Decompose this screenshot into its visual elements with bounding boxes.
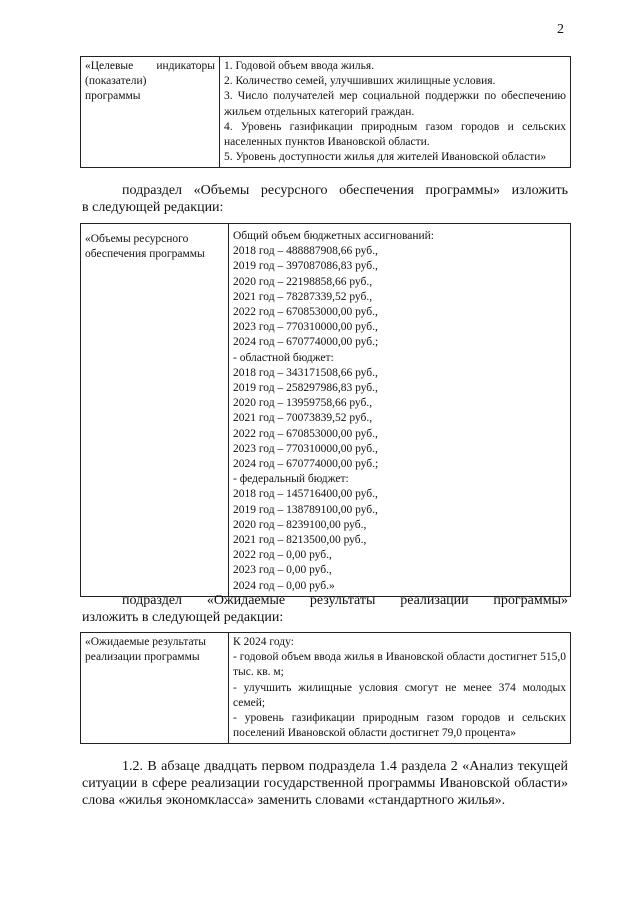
results-table xyxy=(80,632,571,744)
indicator-item: 3. Число получателей мер социальной поддержки по обеспечению жильем отдельных категорий граждан. xyxy=(224,90,566,118)
resources-label-line: обеспечения программы xyxy=(85,248,205,261)
indicators-table xyxy=(80,56,571,168)
budget-line: 2023 год – 770310000,00 руб., xyxy=(233,321,378,334)
budget-line: Общий объем бюджетных ассигнований: xyxy=(233,230,434,242)
budget-line: 2021 год – 8213500,00 руб., xyxy=(233,534,367,547)
results-label-line: реализации программы xyxy=(85,651,200,664)
budget-line: 2020 год – 8239100,00 руб., xyxy=(233,518,367,531)
budget-line: 2019 год – 258297986,83 руб., xyxy=(233,382,378,395)
resources-label-cell xyxy=(81,224,229,597)
paragraph-line: в следующей редакции: xyxy=(82,200,224,215)
amendment-paragraph xyxy=(82,758,568,809)
page-number: 2 xyxy=(557,22,564,37)
indicators-label-line: (показатели) xyxy=(85,75,147,88)
resources-label-line: «Объемы ресурсного xyxy=(85,233,189,245)
indicator-item: 4. Уровень газификации природным газом городов и сельских населенных пунктов Ивановской области. xyxy=(224,120,566,149)
indicators-label-line: программы xyxy=(85,90,141,103)
result-item: - улучшить жилищные условия смогут не менее 374 молодых семей; xyxy=(233,681,566,709)
results-label-cell xyxy=(81,633,229,744)
result-item: - уровень газификации природным газом городов и сельских поселений Ивановской области достигнет 79,0 процента» xyxy=(233,712,566,740)
budget-line: - федеральный бюджет: xyxy=(233,473,349,486)
budget-line: - областной бюджет: xyxy=(233,351,334,364)
results-content-cell xyxy=(229,633,571,744)
indicators-content-cell xyxy=(220,57,571,168)
result-item: К 2024 году: xyxy=(233,636,294,648)
budget-line: 2018 год – 343171508,66 руб., xyxy=(233,366,378,379)
indicators-label-cell xyxy=(81,57,220,168)
budget-line: 2022 год – 670853000,00 руб., xyxy=(233,306,378,319)
budget-line: 2023 год – 0,00 руб., xyxy=(233,564,332,577)
indicator-item: 2. Количество семей, улучшивших жилищные условия. xyxy=(224,75,496,88)
indicator-item: 1. Годовой объем ввода жилья. xyxy=(224,60,375,72)
budget-line: 2019 год – 138789100,00 руб., xyxy=(233,503,378,516)
indicators-label-line: «Целевые индикаторы xyxy=(85,60,215,72)
budget-line: 2024 год – 670774000,00 руб.; xyxy=(233,458,379,471)
budget-line: 2019 год – 397087086,83 руб., xyxy=(233,260,378,273)
result-item: - годовой объем ввода жилья в Ивановской области достигнет 515,0 тыс. кв. м; xyxy=(233,651,566,679)
budget-line: 2024 год – 0,00 руб.» xyxy=(233,579,335,592)
paragraph-line: изложить в следующей редакции: xyxy=(82,610,284,625)
resource-subsection-paragraph xyxy=(82,182,568,216)
budget-line: 2018 год – 488887908,66 руб., xyxy=(233,245,378,258)
budget-line: 2020 год – 13959758,66 руб., xyxy=(233,397,373,410)
budget-line: 2021 год – 78287339,52 руб., xyxy=(233,290,373,303)
resources-table xyxy=(80,223,571,597)
budget-line: 2020 год – 22198858,66 руб., xyxy=(233,275,373,288)
budget-line: 2024 год – 670774000,00 руб.; xyxy=(233,336,379,349)
budget-line: 2018 год – 145716400,00 руб., xyxy=(233,488,378,501)
budget-line: 2021 год – 70073839,52 руб., xyxy=(233,412,373,425)
results-subsection-paragraph xyxy=(82,592,568,626)
amendment-last-line: «стандартного жилья». xyxy=(367,793,506,808)
budget-line: 2022 год – 0,00 руб., xyxy=(233,549,332,562)
paragraph-line: подраздел «Объемы ресурсного обеспечения программы» изложить xyxy=(122,183,568,198)
amendment-text: 1.2. В абзаце двадцать первом подраздела 1.4 раздела 2 «Анализ текущей ситуации в сфере реализации государственной программы Ивановской области» слова «жилья экономкласса» заменить словами xyxy=(82,759,568,808)
budget-line: 2022 год – 670853000,00 руб., xyxy=(233,427,378,440)
budget-line: 2023 год – 770310000,00 руб., xyxy=(233,442,378,455)
results-label-line: «Ожидаемые результаты xyxy=(85,636,207,648)
paragraph-line: подраздел «Ожидаемые результаты реализации программы» xyxy=(122,593,568,608)
resources-content-cell xyxy=(229,224,571,597)
indicator-item: 5. Уровень доступности жилья для жителей Ивановской области» xyxy=(224,151,547,164)
